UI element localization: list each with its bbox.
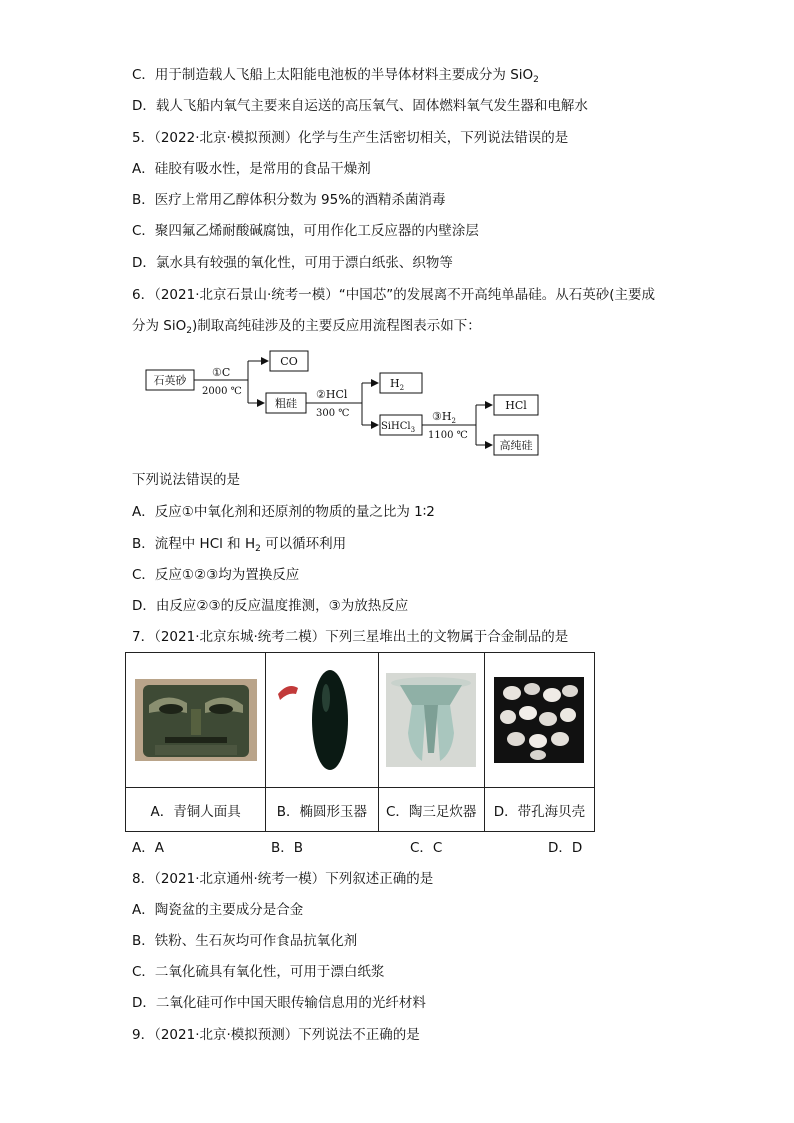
box-quartz-label: 石英砂 (153, 374, 187, 387)
q6-option-a: A．反应①中氧化剂和还原剂的物质的量之比为 1∶2 (132, 504, 435, 520)
q7-artifact-table (125, 652, 595, 832)
q6-option-c: C．反应①②③均为置换反应 (132, 567, 300, 583)
box-sihcl3-label: SiHCl (380, 421, 411, 432)
q5-option-c: C．聚四氟乙烯耐酸碱腐蚀，可用作化工反应器的内壁涂层 (132, 223, 479, 239)
q8-stem: 8．（2021·北京通州·统考一模）下列叙述正确的是 (132, 871, 434, 887)
q7-option-c: C．C (410, 840, 443, 856)
caption-b: B．椭圆形玉器 (266, 788, 378, 832)
step3-temperature: 1100 ℃ (428, 430, 468, 441)
box-co (270, 351, 308, 371)
q7-stem: 7．（2021·北京东城·统考二模）下列三星堆出土的文物属于合金制品的是 (132, 629, 569, 645)
box-pure-silicon (494, 435, 538, 455)
q5-option-a: A．硅胶有吸水性，是常用的食品干燥剂 (132, 161, 371, 177)
q6-option-d: D．由反应②③的反应温度推测，③为放热反应 (132, 598, 409, 614)
seashell-image (484, 653, 594, 788)
q7-option-d: D．D (548, 840, 583, 856)
box-sihcl3 (380, 415, 422, 435)
bronze-mask-image (126, 653, 266, 788)
q6-option-b: B．流程中 HCl 和 $H_2$ 可以循环利用 (132, 536, 347, 554)
step3-reagent-sub: 2 (451, 417, 456, 425)
box-sihcl3-sub: 3 (410, 426, 416, 434)
box-h2 (380, 373, 422, 393)
step2-reagent: ②HCl (316, 388, 348, 401)
q6-stem-line2: 分为 SiO$_2$)制取高纯硅涉及的主要反应用流程图表示如下： (132, 318, 481, 336)
caption-c: C．陶三足炊器 (378, 788, 484, 832)
q9-stem: 9．（2021·北京·模拟预测）下列说法不正确的是 (132, 1027, 420, 1043)
q8-option-d: D．二氧化硅可作中国天眼传输信息用的光纤材料 (132, 995, 426, 1011)
box-pure-si-label: 高纯硅 (499, 439, 533, 452)
box-co-label: CO (280, 355, 298, 368)
svg-text:③H2 (432, 410, 456, 425)
step1-reagent: ①C (212, 366, 231, 379)
q4-option-c: C．用于制造载人飞船上太阳能电池板的半导体材料主要成分为 SiO$_2$ (132, 67, 539, 85)
caption-a: A．青铜人面具 (126, 788, 266, 832)
q5-option-d: D．氯水具有较强的氧化性，可用于漂白纸张、织物等 (132, 255, 453, 271)
pottery-tripod-image (378, 653, 484, 788)
jade-oval-image (266, 653, 378, 788)
box-hcl-label: HCl (505, 399, 527, 412)
q8-option-c: C．二氧化硫具有氧化性，可用于漂白纸浆 (132, 964, 385, 980)
q5-stem: 5．（2022·北京·模拟预测）化学与生产生活密切相关，下列说法错误的是 (132, 130, 569, 146)
box-crude-si-label: 粗硅 (275, 397, 297, 410)
q8-option-a: A．陶瓷盆的主要成分是合金 (132, 902, 304, 918)
q7-option-b: B．B (271, 840, 304, 856)
q8-option-b: B．铁粉、生石灰均可作食品抗氧化剂 (132, 933, 358, 949)
step2-temperature: 300 ℃ (316, 408, 350, 419)
caption-d: D．带孔海贝壳 (484, 788, 594, 832)
box-quartz-sand (146, 370, 194, 390)
step3-reagent: ③H (432, 410, 452, 423)
q5-option-b: B．医疗上常用乙醇体积分数为 95%的酒精杀菌消毒 (132, 192, 446, 208)
flow-diagram (140, 346, 550, 466)
q4-option-d: D．载人飞船内氧气主要来自运送的高压氧气、固体燃料氧气发生器和电解水 (132, 98, 588, 114)
q6-stem-line1: 6．（2021·北京石景山·统考一模）“中国芯”的发展离不开高纯单晶硅。从石英砂(主要成 (132, 287, 656, 303)
box-crude-silicon (266, 393, 306, 413)
q6-ask: 下列说法错误的是 (132, 472, 240, 488)
box-h2-sub: 2 (399, 384, 405, 392)
box-hcl (494, 395, 538, 415)
box-h2-label: H (389, 377, 400, 390)
q7-option-a: A．A (132, 840, 164, 856)
step1-temperature: 2000 ℃ (202, 386, 242, 397)
